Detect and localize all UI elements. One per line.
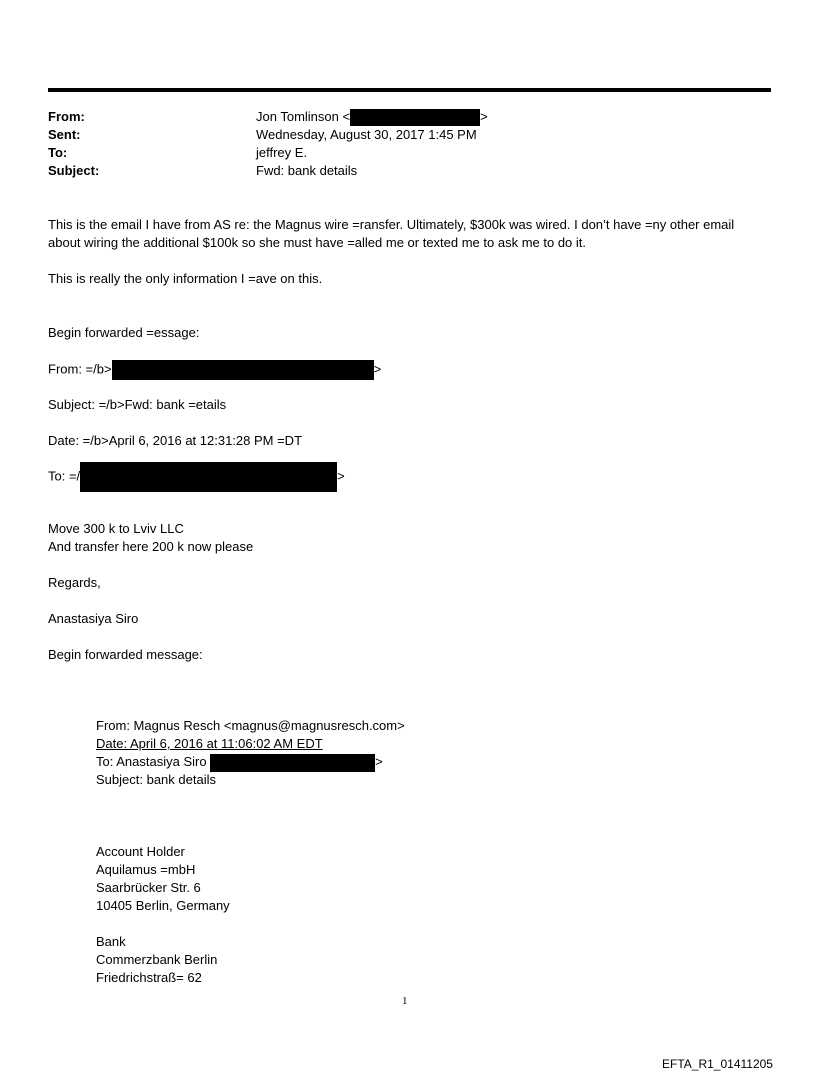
fwd2-subject: Subject: bank details	[96, 772, 216, 787]
body-paragraph-1-line-1: This is the email I have from AS re: the Magnus wire =ransfer. Ultimately, $300k was wired. I don’t have =ny other email	[48, 217, 735, 232]
redaction-box	[210, 754, 375, 772]
bank-line-1: Commerzbank Berlin	[96, 952, 218, 967]
sent-row	[48, 126, 771, 144]
fwd2-to-close: >	[375, 754, 383, 769]
fwd1-from-prefix: From: =/b>	[48, 361, 112, 377]
from-close: >	[480, 109, 488, 124]
subject-row	[48, 162, 771, 180]
message-line-2: And transfer here 200 k now please	[48, 539, 254, 554]
fwd1-date: Date: =/b>April 6, 2016 at 12:31:28 PM =DT	[48, 433, 303, 448]
to-label: To:	[48, 145, 68, 160]
fwd2-from: From: Magnus Resch <magnus@magnusresch.com>	[96, 718, 405, 733]
message-line-1: Move 300 k to Lviv LLC	[48, 521, 184, 536]
begin-forwarded-1: Begin forwarded =essage:	[48, 325, 200, 340]
begin-forwarded-2: Begin forwarded message:	[48, 647, 203, 662]
bank-title: Bank	[96, 934, 126, 949]
account-line-1: Aquilamus =mbH	[96, 862, 196, 877]
redaction-box	[350, 109, 480, 126]
message-regards: Regards,	[48, 575, 101, 590]
fwd1-from-close: >	[373, 361, 382, 377]
fwd1-to-prefix: To: =/	[48, 468, 81, 484]
to-row	[48, 144, 771, 162]
email-header	[48, 108, 771, 180]
account-title: Account Holder	[96, 844, 185, 859]
body-paragraph-1-line-2: about wiring the additional $100k so she must have =alled me or texted me to ask me to do it.	[48, 235, 587, 250]
bank-line-2: Friedrichstraß= 62	[96, 970, 202, 985]
bates-number: EFTA_R1_01411205	[662, 1057, 773, 1071]
from-label: From:	[48, 109, 85, 124]
subject-label: Subject:	[48, 163, 100, 178]
fwd1-to-close: >	[337, 468, 345, 484]
redaction-box	[80, 462, 337, 492]
fwd2-date: Date: April 6, 2016 at 11:06:02 AM EDT	[96, 736, 323, 751]
header-rule	[48, 88, 771, 92]
fwd2-to-prefix: To: Anastasiya Siro	[96, 754, 211, 769]
to-value: jeffrey E.	[256, 145, 308, 160]
sent-label: Sent:	[48, 127, 81, 142]
from-row	[48, 108, 771, 126]
from-name: Jon Tomlinson <	[256, 109, 351, 124]
redaction-box	[112, 360, 374, 380]
fwd2-to	[96, 753, 383, 772]
fwd1-from	[48, 360, 778, 380]
message-signature: Anastasiya Siro	[48, 611, 139, 626]
account-line-3: 10405 Berlin, Germany	[96, 898, 230, 913]
account-line-2: Saarbrücker Str. 6	[96, 880, 201, 895]
fwd1-to	[48, 462, 778, 492]
from-value	[256, 108, 488, 126]
sent-value: Wednesday, August 30, 2017 1:45 PM	[256, 127, 477, 142]
subject-value: Fwd: bank details	[256, 163, 358, 178]
fwd1-subject: Subject: =/b>Fwd: bank =etails	[48, 397, 227, 412]
page-number: 1	[402, 995, 408, 1007]
body-paragraph-2: This is really the only information I =ave on this.	[48, 271, 323, 286]
